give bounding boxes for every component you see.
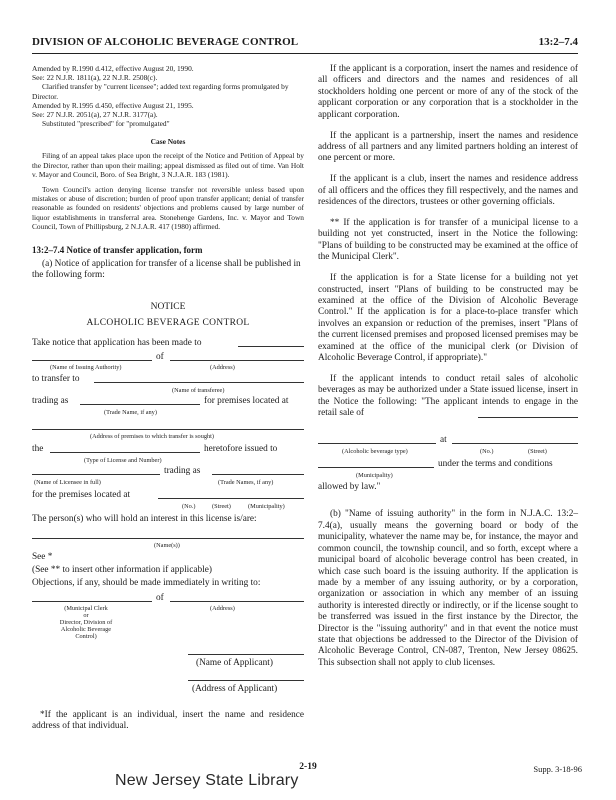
history-line: Clarified transfer by "current licensee"; added text regarding forms promulgated by Director.	[32, 82, 289, 101]
retail-form	[318, 419, 578, 497]
form-blank	[188, 646, 304, 655]
form-blank	[32, 530, 304, 539]
form-blank	[80, 396, 200, 405]
form-blank	[50, 444, 200, 453]
form-blank	[170, 593, 304, 602]
caption-trade-names: (Trade Names, if any)	[218, 478, 274, 486]
form-blank	[452, 435, 578, 444]
header-title: DIVISION OF ALCOHOLIC BEVERAGE CONTROL	[32, 36, 299, 48]
right-column	[318, 64, 578, 679]
caption-beverage: (Alcoholic beverage type)	[342, 448, 408, 456]
address-applicant: (Address of Applicant)	[192, 683, 278, 694]
form-of: of	[156, 351, 164, 362]
form-of: of	[156, 592, 164, 603]
caption-no: (No.)	[480, 448, 494, 456]
caption-address: (Address)	[210, 363, 235, 371]
form-blank	[188, 672, 304, 681]
form-blank	[238, 338, 304, 347]
form-blank	[32, 352, 152, 361]
caption-premises: (Address of premises to which transfer is sought)	[90, 432, 214, 440]
form-blank	[212, 466, 304, 475]
caption-trade: (Trade Name, if any)	[104, 408, 157, 416]
caption-no: (No.)	[182, 502, 196, 510]
caption-address: (Address)	[210, 604, 235, 612]
supplement-date: Supp. 3-18-96	[533, 764, 582, 774]
case-notes	[32, 151, 304, 231]
header-section: 13:2–7.4	[538, 36, 578, 48]
history-line: Amended by R.1995 d.450, effective August 21, 1995.	[32, 100, 194, 110]
caption-clerk: (Municipal Clerk or Director, Division of Alcoholic Beverage Control)	[59, 604, 113, 640]
name-applicant: (Name of Applicant)	[196, 657, 273, 668]
case-note: Filing of an appeal takes place upon the receipt of the Notice and Petition of Appeal by the Director, rather than upon their mailing; appeal dismissed as filed out of time. Van Holt v. Mayor and Council, Boro. of Sea Bright, 3 N.J.A.R. 183 (1981).	[32, 151, 304, 179]
form-see-note: (See ** to insert other information if applicable)	[32, 564, 212, 575]
form-line-4a: the	[32, 443, 44, 454]
section-intro: (a) Notice of application for transfer of a license shall be published in the following form:	[32, 259, 301, 281]
caption-street: (Street)	[212, 502, 231, 510]
applicant-block	[32, 638, 304, 692]
paragraph-issuing-authority: (b) "Name of issuing authority" in the form in N.J.A.C. 13:2–7.4(a), usually means the governing board or body of the municipality, whatever the name may be, for instance, the mayor and common council, the township council, and so forth, except where a municipal board of alcoholic beverage control has been created, in which case such board is the issuing authority. If the application is made by a member of any issuing authority, or by a corporation, organization or association in which any member of an issuing authority is interested directly or indirectly, or if the license sought to be transferred was issued in the first instance by the Director, the Director is the "issuing authority" and in that event the notice must state that objections be addressed to the Director of the Division of Alcoholic Beverage Control, CN-087, Trenton, New Jersey 08625. This subsection shall not apply to club licenses.	[318, 509, 578, 668]
form-line-3b: for premises located at	[204, 395, 289, 406]
paragraph-retail-sales: If the applicant intends to conduct retail sales of alcoholic beverages as may be authorized under a State issued license, insert in the Notice the following: "The applicant intends to engage in the retail sale of	[318, 373, 578, 419]
caption-municipality: (Municipality)	[356, 472, 393, 480]
footnote: *If the applicant is an individual, insert the name and residence address of that individual.	[32, 709, 304, 732]
paragraph-municipal-building: ** If the application is for transfer of a municipal license to a building not yet constructed, insert in the Notice the following: "Plans of building to be constructed may be examined at the office of the Municipal Clerk".	[318, 217, 578, 263]
case-note: Town Council's action denying license transfer not reversible unless based upon mistakes or abuse of discretion; burden of proof upon transfer applicant; denial of transfer reasonable as founded on residents' objections and problems caused by large number of liquor establishments in transferral area. Stonehenge Gardens, Inc. v. Mayor and Town Council, Town of Phillipsburg, 2 N.J.A.R. 417 (1980) affirmed.	[32, 185, 304, 231]
form-line-1: Take notice that application has been made to	[32, 337, 202, 348]
history-notes	[32, 64, 304, 128]
caption-municipality: (Municipality)	[248, 502, 285, 510]
form-line-3a: trading as	[32, 395, 69, 406]
paragraph-partnership: If the applicant is a partnership, insert the names and residence address of all partners and any limited partners holding an interest of one percent or more.	[318, 130, 578, 164]
form-terms: under the terms and conditions	[438, 459, 553, 470]
history-line: See: 22 N.J.R. 1811(a), 22 N.J.R. 2508(c).	[32, 73, 158, 83]
form-objections: Objections, if any, should be made immediately in writing to:	[32, 577, 261, 588]
form-blank	[32, 421, 304, 430]
paragraph-club: If the applicant is a club, insert the names and residence address of all officers and the offices they fill respectively, and the names and residences of the directors, trustees or other governing officials.	[318, 174, 578, 208]
history-line: Amended by R.1990 d.412, effective August 20, 1990.	[32, 64, 194, 73]
form-blank	[32, 466, 160, 475]
page-number: 2-19	[299, 762, 317, 772]
notice-form	[32, 338, 304, 638]
form-blank	[94, 374, 304, 383]
form-line-2: to transfer to	[32, 373, 80, 384]
section-heading: 13:2–7.4 Notice of transfer application, form	[32, 245, 203, 256]
history-line: See: 27 N.J.R. 2051(a), 27 N.J.R. 3177(a).	[32, 110, 158, 120]
form-blank	[318, 459, 434, 468]
caption-street: (Street)	[528, 448, 547, 456]
form-see: See *	[32, 551, 53, 562]
form-line-6: for the premises located at	[32, 489, 131, 500]
form-allowed: allowed by law."	[318, 482, 381, 493]
notice-subtitle: ALCOHOLIC BEVERAGE CONTROL	[86, 317, 250, 328]
library-stamp: New Jersey State Library	[115, 772, 299, 789]
form-at: at	[440, 435, 447, 446]
history-line: Substituted "prescribed" for "promulgated"	[42, 119, 170, 129]
caption-names: (Name(s))	[154, 541, 180, 549]
form-line-4b: heretofore issued to	[204, 443, 278, 454]
form-line-7: The person(s) who will hold an interest in this license is/are:	[32, 513, 257, 524]
caption-licensee: (Name of Licensee in full)	[34, 478, 101, 486]
form-blank	[318, 435, 436, 444]
caption-authority: (Name of Issuing Authority)	[50, 363, 122, 371]
form-blank	[158, 490, 304, 499]
notice-title: NOTICE	[150, 301, 186, 312]
form-blank	[170, 352, 304, 361]
form-blank	[32, 593, 152, 602]
left-column	[32, 64, 304, 733]
paragraph-state-license: If the application is for a State license for a building not yet constructed, insert "Plans of building to be constructed may be examined at the office of the Division of Alcoholic Beverage Control." If the application is for a place-to-place transfer which involves an expansion or reduction of the premises, insert "Plans of the current licensed premises and proposed licensed premises may be examined at the office of the municipal clerk (or Division of Alcoholic Beverage Control, if appropriate)."	[318, 273, 578, 363]
caption-transferee: (Name of transferee)	[172, 386, 225, 394]
form-line-5: trading as	[164, 465, 201, 476]
caption-type: (Type of License and Number)	[84, 456, 162, 464]
form-blank	[478, 409, 578, 418]
case-notes-title: Case Notes	[150, 137, 186, 147]
paragraph-corporation: If the applicant is a corporation, insert the names and residence of all officers and directors and the names and residences of all stockholders holding one percent or more of any of the stock of the applicant corporation or any corporation that is a stockholder in the applicant corporation.	[318, 64, 578, 120]
running-header	[32, 36, 578, 54]
